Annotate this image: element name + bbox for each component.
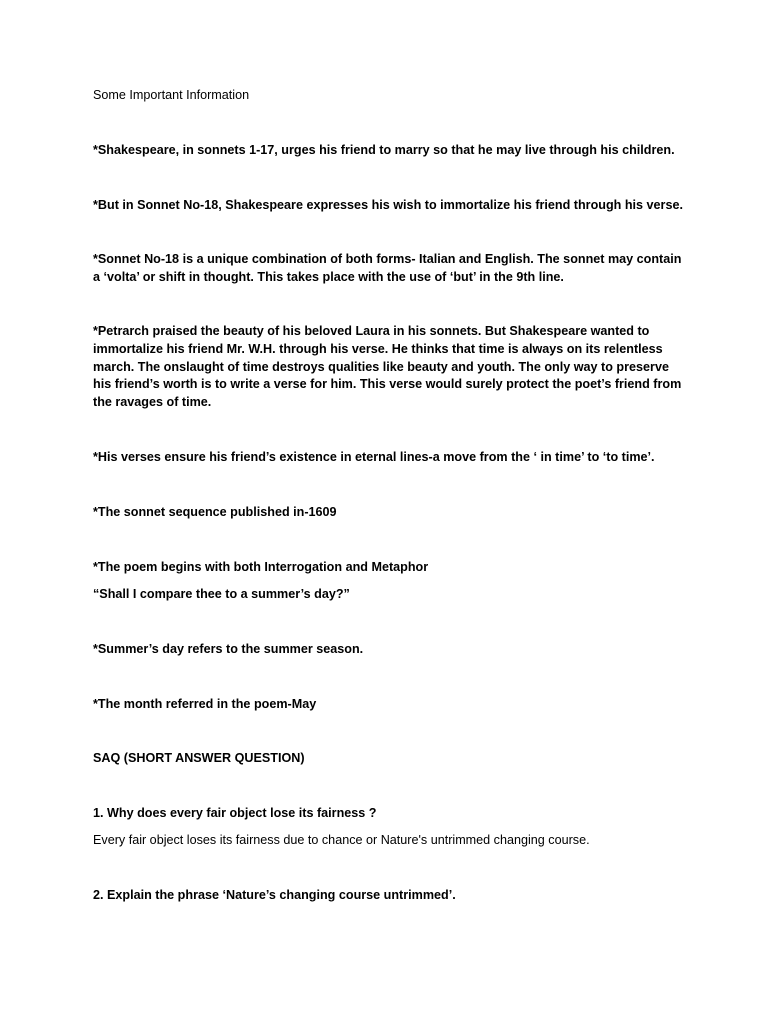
info-paragraph: *Petrarch praised the beauty of his beloved Laura in his sonnets. But Shakespeare wanted to immortalize his friend Mr. W.H. through his verse. He thinks that time is always on its relentless march. The onslaught of time destroys qualities like beauty and youth. The only way to preserve his friend’s worth is to write a verse for him. This verse would surely protect the poet’s friend from the ravages of time. <box>93 324 682 410</box>
info-paragraph: *His verses ensure his friend’s existence in eternal lines-a move from the ‘ in time’ to ‘to time’. <box>93 450 655 464</box>
question-2: 2. Explain the phrase ‘Nature’s changing course untrimmed’. <box>93 888 456 902</box>
page-title: Some Important Information <box>93 88 250 102</box>
answer-1: Every fair object loses its fairness due to chance or Nature's untrimmed changing course. <box>93 833 590 847</box>
info-paragraph: *But in Sonnet No-18, Shakespeare expresses his wish to immortalize his friend through his verse. <box>93 198 683 212</box>
info-paragraph: *The month referred in the poem-May <box>93 697 317 711</box>
info-paragraph: *Summer’s day refers to the summer season. <box>93 642 364 656</box>
question-1: 1. Why does every fair object lose its fairness ? <box>93 806 377 820</box>
info-paragraph: *The poem begins with both Interrogation and Metaphor <box>93 560 429 574</box>
quote-line: “Shall I compare thee to a summer’s day?” <box>93 587 350 601</box>
info-paragraph: *Shakespeare, in sonnets 1-17, urges his friend to marry so that he may live through his children. <box>93 143 675 157</box>
info-paragraph: *Sonnet No-18 is a unique combination of both forms- Italian and English. The sonnet may contain a ‘volta’ or shift in thought. This takes place with the use of ‘but’ in the 9th line. <box>93 252 682 284</box>
saq-heading: SAQ (SHORT ANSWER QUESTION) <box>93 751 305 765</box>
info-paragraph: *The sonnet sequence published in-1609 <box>93 505 337 519</box>
